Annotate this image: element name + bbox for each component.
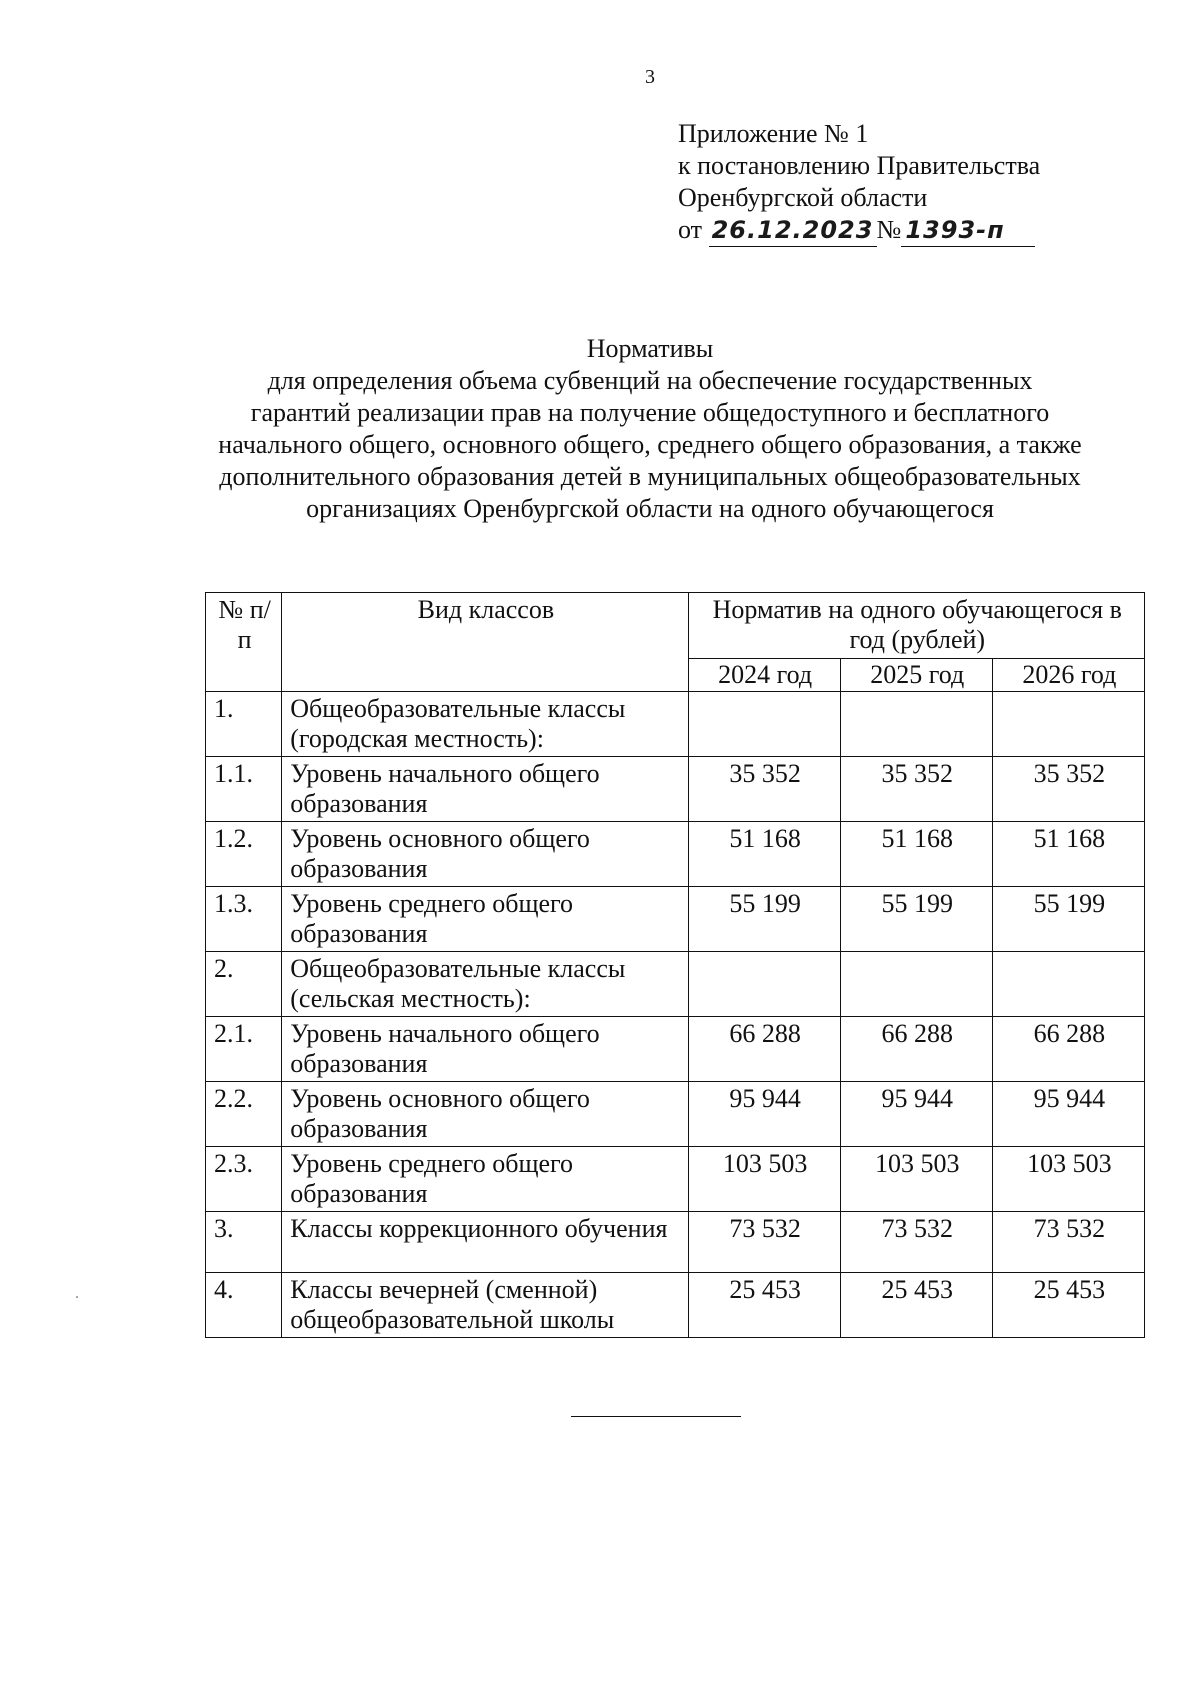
row-kind: Общеобразовательные классы (сельская местность): — [282, 952, 688, 1017]
row-value-2025 — [840, 952, 992, 1017]
header-year: 2026 год — [992, 659, 1144, 692]
table-row — [206, 1147, 1145, 1212]
row-num: 1.3. — [206, 887, 282, 952]
appendix-block — [678, 118, 1040, 247]
appendix-date-number — [678, 214, 1040, 247]
header-num: № п/п — [206, 593, 282, 692]
row-value-2024: 25 453 — [688, 1273, 840, 1338]
row-kind: Уровень начального общего образования — [282, 757, 688, 822]
appendix-region: Оренбургской области — [678, 183, 928, 212]
row-value-2024: 35 352 — [688, 757, 840, 822]
scan-speck — [76, 1296, 78, 1298]
row-value-2026: 103 503 — [992, 1147, 1144, 1212]
title-heading: Нормативы — [586, 334, 714, 363]
header-norm: Норматив на одного обучающегося в год (рублей) — [688, 593, 1144, 659]
row-value-2026: 35 352 — [992, 757, 1144, 822]
row-value-2024 — [688, 692, 840, 757]
row-num: 4. — [206, 1273, 282, 1338]
row-kind: Уровень основного общего образования — [282, 1082, 688, 1147]
table-row — [206, 1082, 1145, 1147]
row-num: 2.2. — [206, 1082, 282, 1147]
row-value-2026: 51 168 — [992, 822, 1144, 887]
table-row — [206, 757, 1145, 822]
row-kind: Общеобразовательные классы (городская местность): — [282, 692, 688, 757]
row-value-2024: 66 288 — [688, 1017, 840, 1082]
row-value-2025: 55 199 — [840, 887, 992, 952]
title-line: гарантий реализации прав на получение общедоступного и бесплатного — [250, 398, 1050, 427]
row-value-2024 — [688, 952, 840, 1017]
end-divider — [571, 1416, 741, 1417]
row-value-2024: 103 503 — [688, 1147, 840, 1212]
row-kind: Уровень среднего общего образования — [282, 1147, 688, 1212]
header-year: 2025 год — [840, 659, 992, 692]
table-row — [206, 692, 1145, 757]
table-row — [206, 887, 1145, 952]
appendix-title: Приложение № 1 — [678, 119, 869, 148]
row-kind: Уровень начального общего образования — [282, 1017, 688, 1082]
row-value-2026 — [992, 952, 1144, 1017]
handwritten-date: 26.12.2023 — [709, 214, 877, 247]
row-value-2025: 25 453 — [840, 1273, 992, 1338]
row-value-2025: 95 944 — [840, 1082, 992, 1147]
row-value-2025 — [840, 692, 992, 757]
table-row — [206, 822, 1145, 887]
page-number: 3 — [645, 66, 655, 88]
row-kind: Уровень среднего общего образования — [282, 887, 688, 952]
row-kind: Уровень основного общего образования — [282, 822, 688, 887]
row-value-2025: 35 352 — [840, 757, 992, 822]
row-value-2025: 73 532 — [840, 1212, 992, 1273]
title-line: начального общего, основного общего, среднего общего образования, а также — [218, 430, 1082, 459]
header-year: 2024 год — [688, 659, 840, 692]
row-num: 1. — [206, 692, 282, 757]
row-num: 3. — [206, 1212, 282, 1273]
number-label: № — [876, 215, 902, 244]
table-row — [206, 1212, 1145, 1273]
row-value-2024: 95 944 — [688, 1082, 840, 1147]
row-value-2026: 55 199 — [992, 887, 1144, 952]
title-line: организациях Оренбургской области на одного обучающегося — [306, 494, 994, 523]
row-value-2025: 51 168 — [840, 822, 992, 887]
row-value-2024: 73 532 — [688, 1212, 840, 1273]
row-value-2024: 55 199 — [688, 887, 840, 952]
row-value-2025: 103 503 — [840, 1147, 992, 1212]
row-num: 2.3. — [206, 1147, 282, 1212]
row-num: 2. — [206, 952, 282, 1017]
table-row — [206, 952, 1145, 1017]
from-label: от — [678, 215, 703, 244]
row-value-2026: 95 944 — [992, 1082, 1144, 1147]
norms-table — [205, 592, 1145, 1338]
table-row — [206, 1017, 1145, 1082]
appendix-reference: к постановлению Правительства — [678, 151, 1041, 180]
row-value-2026: 73 532 — [992, 1212, 1144, 1273]
title-line: дополнительного образования детей в муниципальных общеобразовательных — [219, 462, 1081, 491]
title-line: для определения объема субвенций на обеспечение государственных — [267, 366, 1033, 395]
row-value-2024: 51 168 — [688, 822, 840, 887]
row-value-2026: 25 453 — [992, 1273, 1144, 1338]
row-value-2026: 66 288 — [992, 1017, 1144, 1082]
handwritten-number: 1393-п — [901, 214, 1035, 247]
row-num: 1.2. — [206, 822, 282, 887]
table-row — [206, 1273, 1145, 1338]
row-value-2025: 66 288 — [840, 1017, 992, 1082]
row-value-2026 — [992, 692, 1144, 757]
row-kind: Классы коррекционного обучения — [282, 1212, 688, 1273]
document-title — [160, 333, 1140, 525]
row-num: 1.1. — [206, 757, 282, 822]
row-num: 2.1. — [206, 1017, 282, 1082]
header-kind: Вид классов — [282, 593, 688, 692]
row-kind: Классы вечерней (сменной) общеобразовательной школы — [282, 1273, 688, 1338]
